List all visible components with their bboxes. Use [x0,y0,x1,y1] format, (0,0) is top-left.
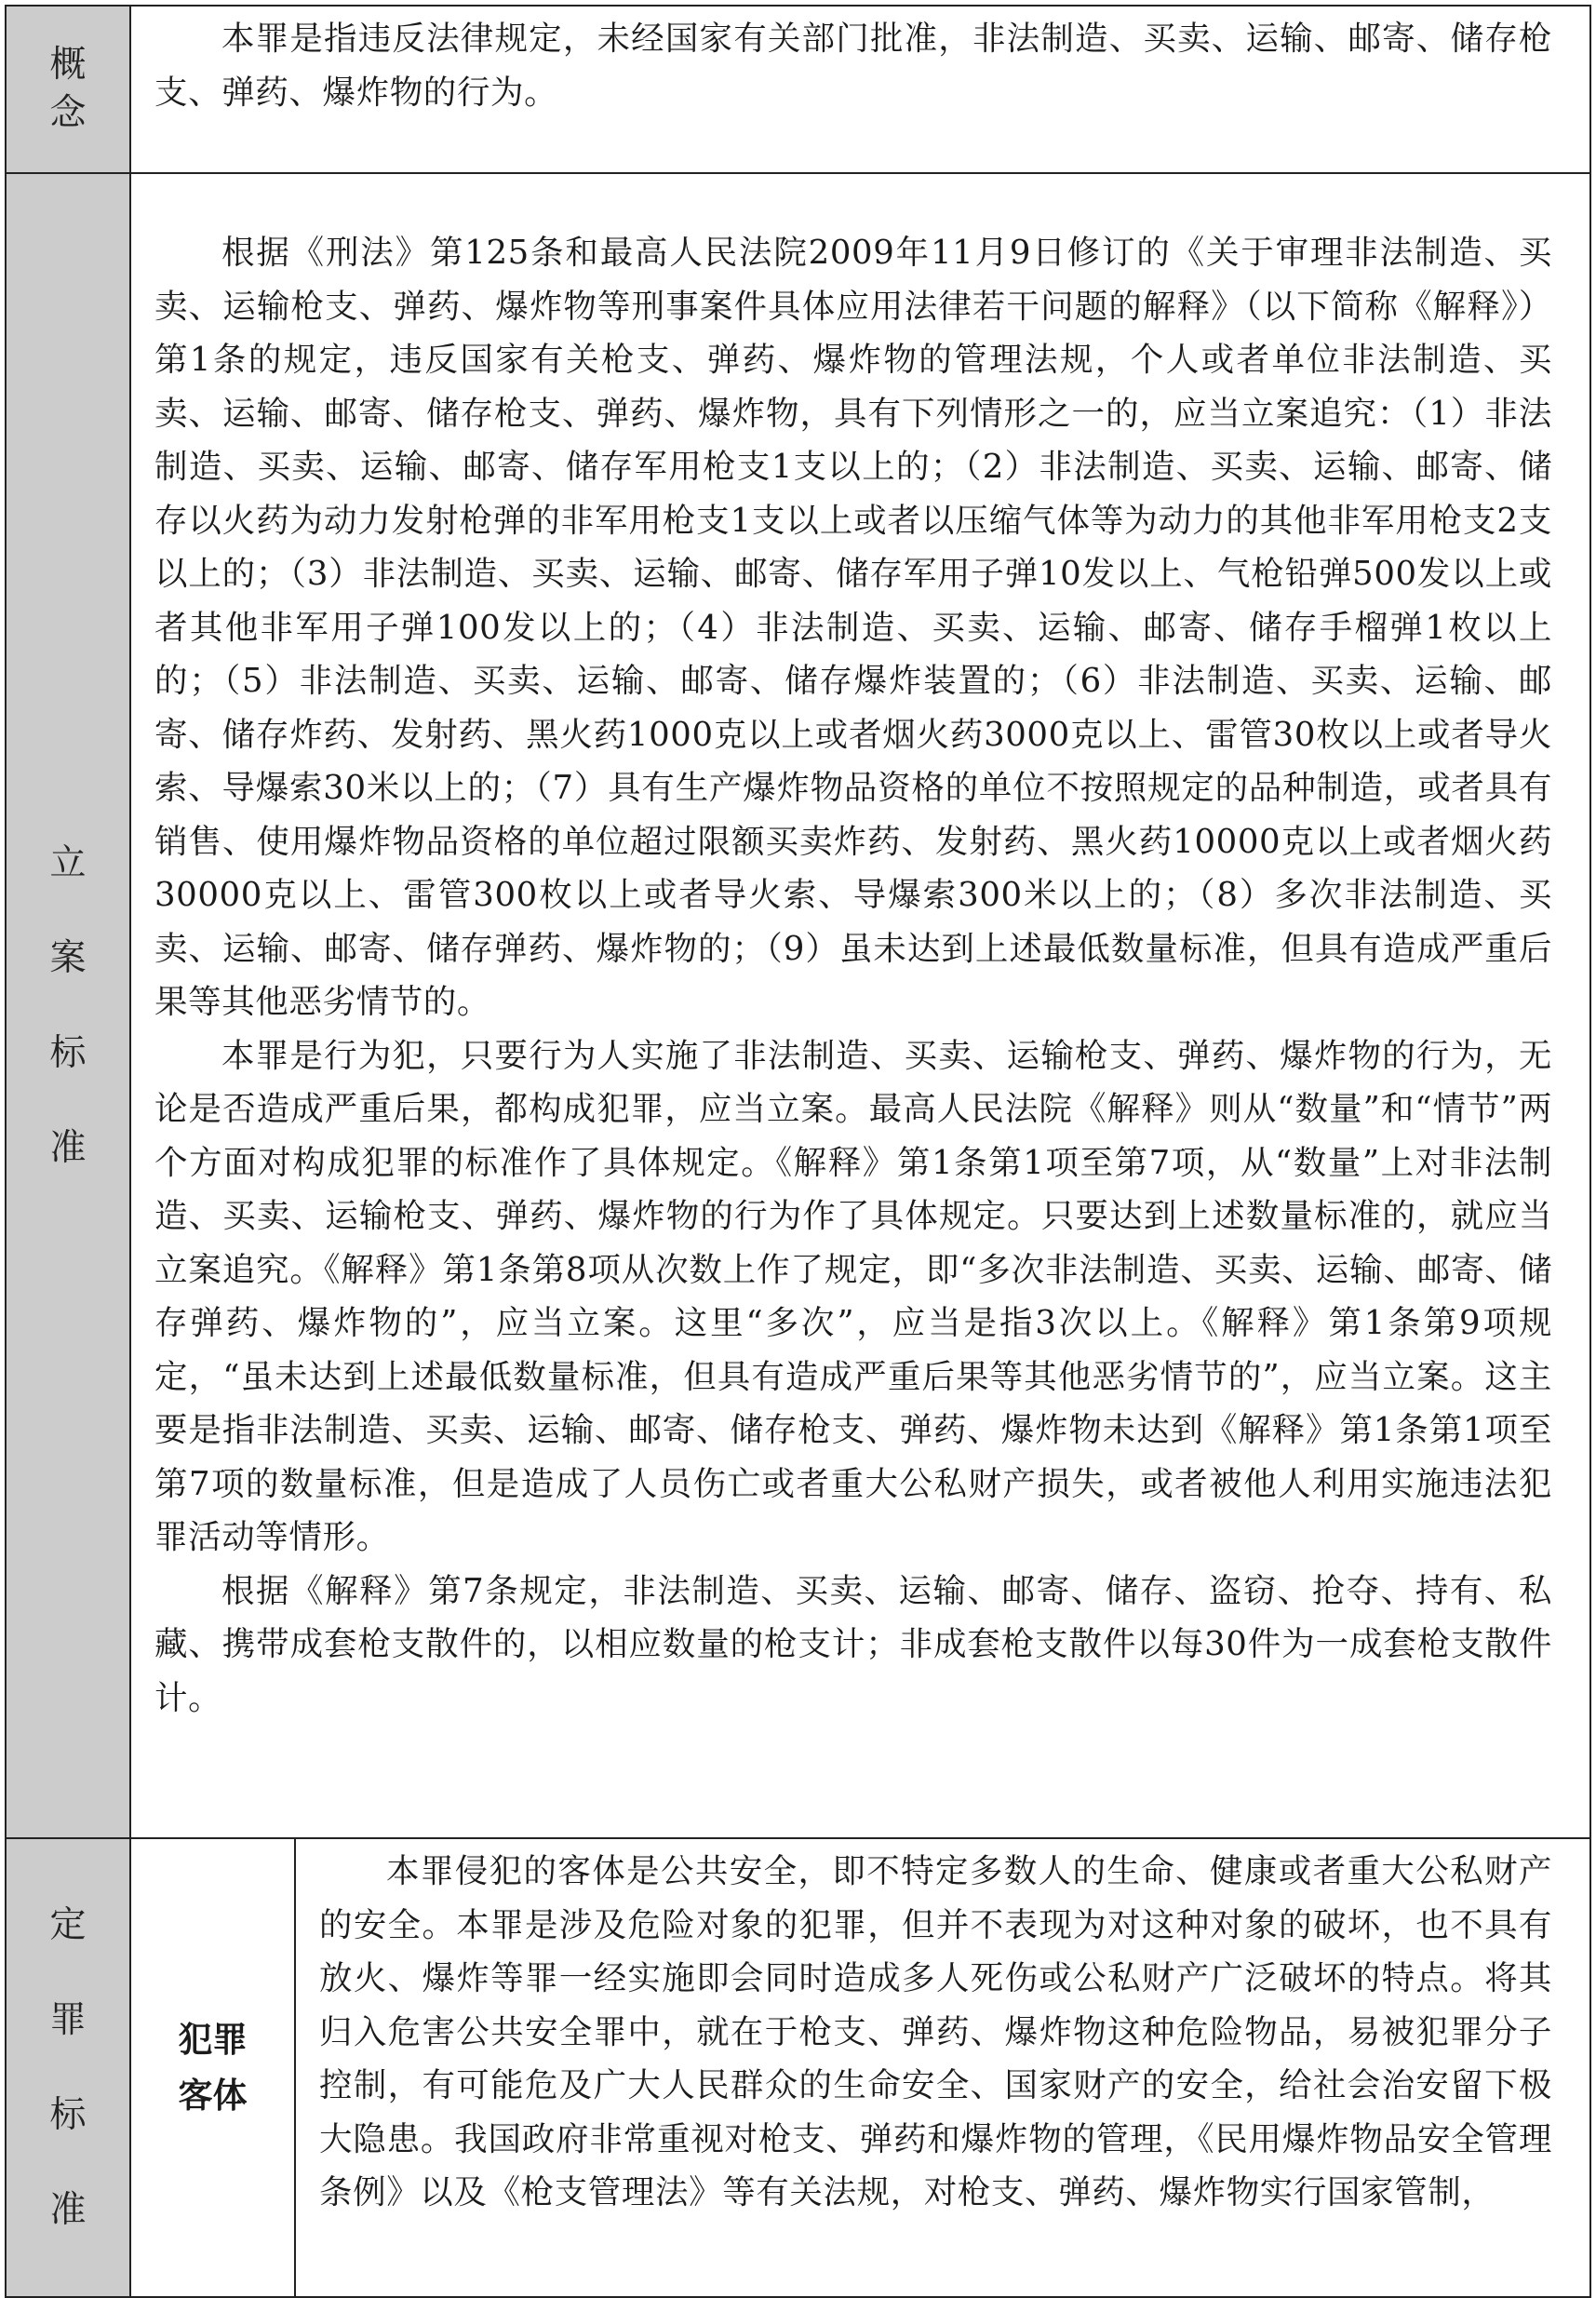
concept-row [6,6,1590,173]
conviction-standard-content-cell [130,1838,1590,2297]
conviction-standard-label-char: 准 [49,2188,87,2231]
filing-standard-paragraph: 根据《解释》第7条规定，非法制造、买卖、运输、邮寄、储存、盗窃、抢夺、持有、私藏、携带成套枪支散件的，以相应数量的枪支计；非成套枪支散件以每30件为一成套枪支散件计。 [154,1571,1552,1717]
conviction-standard-label-cell [6,1838,130,2297]
concept-paragraph: 本罪是指违反法律规定，未经国家有关部门批准，非法制造、买卖、运输、邮寄、储存枪支、弹药、爆炸物的行为。 [154,20,1552,112]
concept-content-cell [130,6,1590,173]
conviction-standard-label-char: 定 [49,1903,87,1946]
concept-label-cell [6,6,130,173]
crime-object-text [296,1839,1589,2220]
criminal-law-table [5,5,1591,2298]
concept-label-char: 概 [49,44,87,86]
filing-standard-label-char: 标 [49,1031,87,1074]
conviction-standard-label-char: 标 [49,2093,87,2136]
conviction-standard-label-char: 罪 [49,1998,87,2041]
filing-standard-content-cell [130,173,1590,1838]
conviction-standard-label [7,1878,129,2258]
filing-standard-label-char: 案 [49,936,87,979]
filing-standard-paragraph: 根据《刑法》第125条和最高人民法院2009年11月9日修订的《关于审理非法制造、买卖、运输枪支、弹药、爆炸物等刑事案件具体应用法律若干问题的解释》（以下简称《解释》）第1条的规定，违反国家有关枪支、弹药、爆炸物的管理法规，个人或者单位非法制造、买卖、运输、邮寄、储存枪支、弹药、爆炸物，具有下列情形之一的，应当立案追究：（1）非法制造、买卖、运输、邮寄、储存军用枪支1支以上的；（2）非法制造、买卖、运输、邮寄、储存以火药为动力发射枪弹的非军用枪支1支以上或者以压缩气体等为动力的其他非军用枪支2支以上的；（3）非法制造、买卖、运输、邮寄、储存军用子弹10发以上、气枪铅弹500发以上或者其他非军用子弹100发以上的；（4）非法制造、买卖、运输、邮寄、储存手榴弹1枚以上的；（5）非法制造、买卖、运输、邮寄、储存爆炸装置的；（6）非法制造、买卖、运输、邮寄、储存炸药、发射药、黑火药1000克以上或者烟火药3000克以上、雷管30枚以上或者导火索、导爆索30米以上的；（7）具有生产爆炸物品资格的单位不按照规定的品种制造，或者具有销售、使用爆炸物品资格的单位超过限额买卖炸药、发射药、黑火药10000克以上或者烟火药30000克以上、雷管300枚以上或者导火索、导爆索300米以上的；（8）多次非法制造、买卖、运输、邮寄、储存弹药、爆炸物的；（9）虽未达到上述最低数量标准，但具有造成严重后果等其他恶劣情节的。 [154,234,1552,1021]
crime-object-paragraph: 本罪侵犯的客体是公共安全，即不特定多数人的生命、健康或者重大公私财产的安全。本罪是涉及危险对象的犯罪，但并不表现为对这种对象的破坏，也不具有放火、爆炸等罪一经实施即会同时造成多人死伤或公私财产广泛破坏的特点。将其归入危害公共安全罪中，就在于枪支、弹药、爆炸物这种危险物品，易被犯罪分子控制，有可能危及广大人民群众的生命安全、国家财产的安全，给社会治安留下极大隐患。我国政府非常重视对枪支、弹药和爆炸物的管理，《民用爆炸物品安全管理条例》以及《枪支管理法》等有关法规，对枪支、弹药、爆炸物实行国家管制， [319,1852,1552,2211]
crime-object-row [131,1839,1589,2296]
crime-object-label-cell [131,1839,295,2296]
filing-standard-label-cell [6,173,130,1838]
filing-standard-label [7,816,129,1196]
filing-standard-row [6,173,1590,1838]
crime-object-content-cell [295,1839,1589,2296]
filing-standard-text [131,174,1589,1725]
filing-standard-label-char: 立 [49,841,87,884]
crime-object-label [131,2012,294,2124]
filing-standard-label-char: 准 [49,1126,87,1169]
crime-object-label-line: 犯罪 [178,2019,248,2060]
concept-label-char: 念 [49,92,87,134]
crime-object-table [131,1839,1589,2296]
conviction-standard-row [6,1838,1590,2297]
concept-text [131,7,1589,119]
concept-label [7,41,129,138]
crime-object-label-line: 客体 [178,2075,248,2116]
filing-standard-paragraph: 本罪是行为犯，只要行为人实施了非法制造、买卖、运输枪支、弹药、爆炸物的行为，无论是否造成严重后果，都构成犯罪，应当立案。最高人民法院《解释》则从“数量”和“情节”两个方面对构成犯罪的标准作了具体规定。《解释》第1条第1项至第7项，从“数量”上对非法制造、买卖、运输枪支、弹药、爆炸物的行为作了具体规定。只要达到上述数量标准的，就应当立案追究。《解释》第1条第8项从次数上作了规定，即“多次非法制造、买卖、运输、邮寄、储存弹药、爆炸物的”，应当立案。这里“多次”，应当是指3次以上。《解释》第1条第9项规定，“虽未达到上述最低数量标准，但具有造成严重后果等其他恶劣情节的”，应当立案。这主要是指非法制造、买卖、运输、邮寄、储存枪支、弹药、爆炸物未达到《解释》第1条第1项至第7项的数量标准，但是造成了人员伤亡或者重大公私财产损失，或者被他人利用实施违法犯罪活动等情形。 [154,1036,1552,1556]
